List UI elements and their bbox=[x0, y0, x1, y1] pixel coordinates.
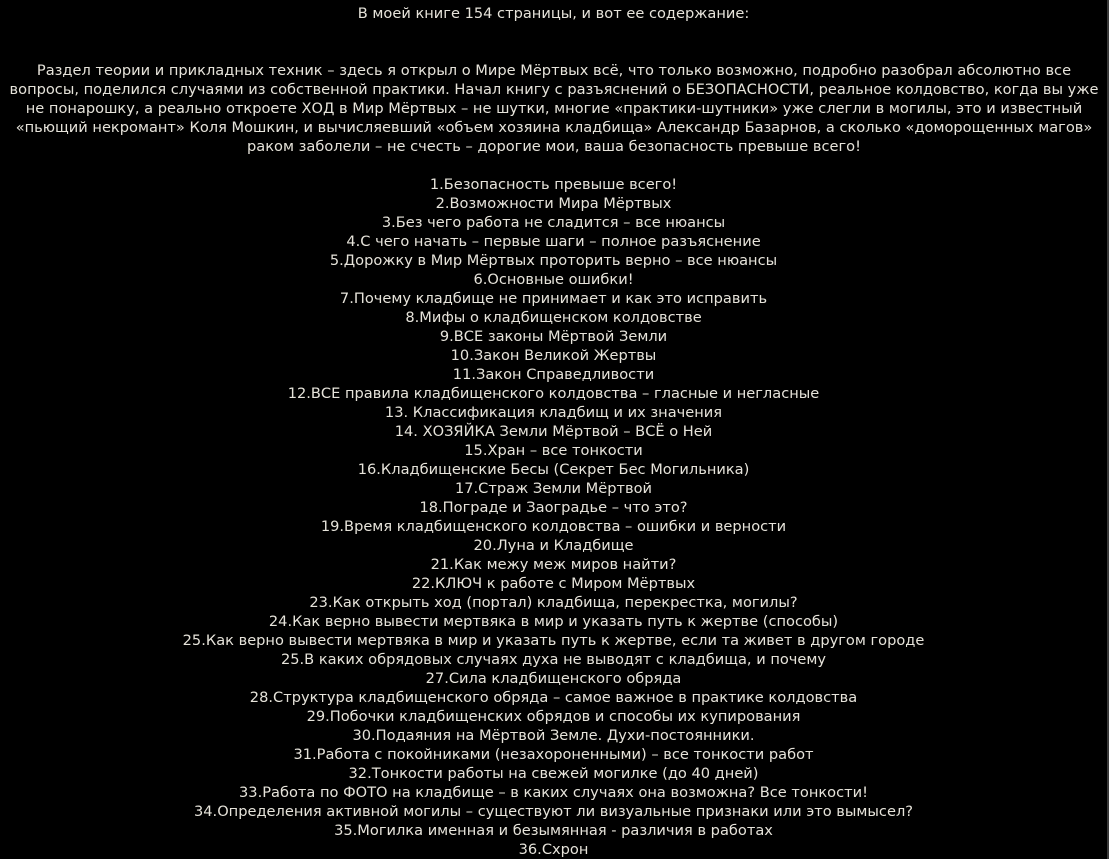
toc-item: 16.Кладбищенские Бесы (Секрет Бес Могильника) bbox=[357, 461, 750, 478]
toc-item: 2.Возможности Мира Мёртвых bbox=[435, 195, 672, 212]
toc-item: 9.ВСЕ законы Мёртвой Земли bbox=[439, 328, 668, 345]
toc-item: 20.Луна и Кладбище bbox=[473, 537, 634, 554]
toc-item: 29.Побочки кладбищенских обрядов и способы их купирования bbox=[306, 708, 801, 725]
table-of-contents bbox=[0, 175, 1107, 859]
toc-item: 7.Почему кладбище не принимает и как это исправить bbox=[339, 290, 768, 307]
toc-item: 24.Как верно вывести мертвяка в мир и указать путь к жертве (способы) bbox=[268, 613, 839, 630]
toc-item: 11.Закон Справедливости bbox=[452, 366, 655, 383]
toc-item: 25.В каких обрядовых случаях духа не выводят с кладбища, и почему bbox=[280, 651, 827, 668]
toc-item: 4.С чего начать – первые шаги – полное разъяснение bbox=[346, 233, 761, 250]
toc-item: 18.Пограде и Заоградье – что это? bbox=[419, 499, 688, 516]
toc-item: 8.Мифы о кладбищенском колдовстве bbox=[405, 309, 702, 326]
toc-item: 34.Определения активной могилы – существуют ли визуальные признаки или это вымысел? bbox=[193, 803, 914, 820]
toc-item: 5.Дорожку в Мир Мёртвых проторить верно – все нюансы bbox=[329, 252, 778, 269]
toc-item: 22.КЛЮЧ к работе с Миром Мёртвых bbox=[411, 575, 696, 592]
toc-item: 36.Схрон bbox=[518, 841, 589, 858]
toc-item: 3.Без чего работа не сладится – все нюансы bbox=[381, 214, 726, 231]
toc-item: 30.Подаяния на Мёртвой Земле. Духи-постоянники. bbox=[352, 727, 755, 744]
toc-item: 31.Работа с покойниками (незахороненными) – все тонкости работ bbox=[293, 746, 814, 763]
toc-item: 13. Классификация кладбищ и их значения bbox=[384, 404, 723, 421]
toc-item: 6.Основные ошибки! bbox=[473, 271, 634, 288]
intro-paragraph: Раздел теории и прикладных техник – здесь я открыл о Мире Мёртвых всё, что только возможно, подробно разобрал абсолютно все вопросы, поделился случаями из собственной практики. Начал книгу с разъяснений о БЕЗОПАСНОСТИ, реальное колдовство, когда вы уже не понарошку, а реально откроете ХОД в Мир Мёртвых – не шутки, многие «практики-шутники» уже слегли в могилы, это и известный «пьющий некромант» Коля Мошкин, и вычисляевший «объем хозяина кладбища» Александр Базарнов, а сколько «доморощенных магов» раком заболели – не счесть – дорогие мои, ваша безопасность превыше всего! bbox=[9, 62, 1099, 155]
toc-item: 12.ВСЕ правила кладбищенского колдовства – гласные и негласные bbox=[287, 385, 820, 402]
toc-item: 17.Страж Земли Мёртвой bbox=[454, 480, 653, 497]
toc-item: 19.Время кладбищенского колдовства – ошибки и верности bbox=[320, 518, 787, 535]
toc-item: 14. ХОЗЯЙКА Земли Мёртвой – ВСЁ о Ней bbox=[394, 423, 713, 440]
toc-item: 32.Тонкости работы на свежей могилке (до 40 дней) bbox=[348, 765, 759, 782]
toc-item: 27.Сила кладбищенского обряда bbox=[425, 670, 682, 687]
toc-item: 1.Безопасность превыше всего! bbox=[429, 176, 678, 193]
toc-item: 33.Работа по ФОТО на кладбище – в каких случаях она возможна? Все тонкости! bbox=[239, 784, 868, 801]
toc-item: 25.Как верно вывести мертвяка в мир и указать путь к жертве, если та живет в другом городе bbox=[182, 632, 925, 649]
toc-item: 10.Закон Великой Жертвы bbox=[450, 347, 657, 364]
toc-item: 35.Могилка именная и безымянная - различия в работах bbox=[334, 822, 773, 839]
toc-item: 21.Как межу меж миров найти? bbox=[430, 556, 677, 573]
toc-item: 15.Хран – все тонкости bbox=[464, 442, 643, 459]
toc-item: 28.Структура кладбищенского обряда – самое важное в практике колдовства bbox=[249, 689, 858, 706]
page-heading: В моей книге 154 страницы, и вот ее содержание: bbox=[357, 5, 750, 22]
toc-item: 23.Как открыть ход (портал) кладбища, перекрестка, могилы? bbox=[309, 594, 798, 611]
